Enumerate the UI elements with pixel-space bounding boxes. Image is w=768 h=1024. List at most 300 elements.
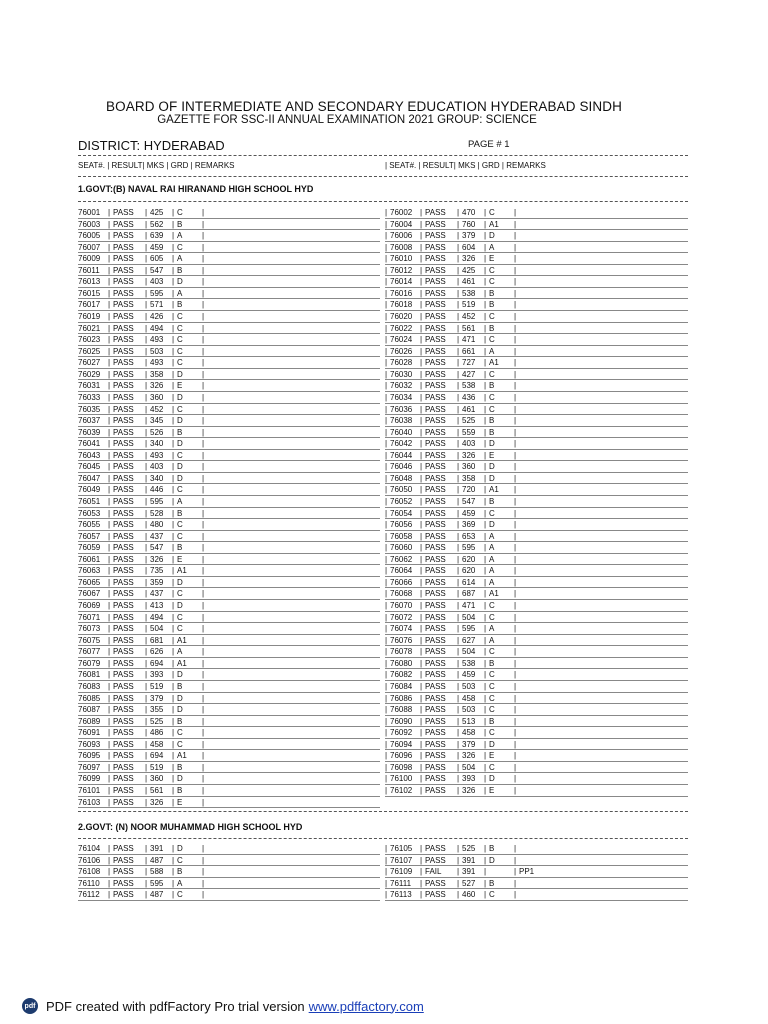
table-row: 76067 | PASS | 437 | C | [78, 588, 380, 600]
table-row: 76101 | PASS | 561 | B | [78, 785, 380, 797]
grade: B [177, 219, 183, 229]
seat-number: 76042 [390, 439, 413, 449]
seat-number: 76108 [78, 867, 101, 877]
grade: D [489, 774, 495, 784]
marks: 458 [150, 739, 164, 749]
table-row: | 76107 | PASS | 391 | D | [385, 855, 688, 867]
grade: A1 [177, 751, 187, 761]
seat-number: 76049 [78, 485, 101, 495]
table-row: | 76050 | PASS | 720 | A1 | [385, 484, 688, 496]
table-row: | 76038 | PASS | 525 | B | [385, 415, 688, 427]
column-header-right: | SEAT#. | RESULT| MKS | GRD | REMARKS [385, 161, 546, 170]
result: PASS [113, 497, 134, 506]
seat-number: 76057 [78, 531, 101, 541]
result: PASS [113, 439, 134, 449]
result: PASS [113, 485, 134, 495]
result: PASS [425, 323, 446, 333]
grade: B [177, 867, 183, 877]
table-row: 76033 | PASS | 360 | D | [78, 392, 380, 404]
result: PASS [425, 231, 446, 241]
seat-number: 76016 [390, 288, 413, 298]
seat-number: 76082 [390, 670, 413, 680]
table-row: 76027 | PASS | 493 | C | [78, 357, 380, 369]
seat-number: 76055 [78, 520, 101, 530]
table-row: | 76068 | PASS | 687 | A1 | [385, 588, 688, 600]
marks: 326 [462, 450, 476, 460]
seat-number: 76064 [390, 566, 413, 576]
grade: A1 [177, 635, 187, 645]
marks: 595 [150, 497, 164, 506]
table-row: | 76072 | PASS | 504 | C | [385, 612, 688, 624]
marks: 360 [150, 774, 164, 784]
seat-number: 76060 [390, 543, 413, 553]
marks: 561 [150, 786, 164, 795]
grade: B [177, 508, 183, 518]
table-row: | 76028 | PASS | 727 | A1 | [385, 357, 688, 369]
remarks: PP1 [519, 867, 535, 877]
result: PASS [113, 728, 134, 738]
seat-number: 76004 [390, 219, 413, 229]
result: PASS [113, 473, 134, 483]
result: PASS [425, 485, 446, 495]
seat-number: 76039 [78, 427, 101, 437]
result: PASS [113, 762, 134, 772]
grade: A [489, 543, 495, 553]
table-row: | 76074 | PASS | 595 | A | [385, 623, 688, 635]
divider [78, 176, 688, 177]
table-row: 76106 | PASS | 487 | C | [78, 855, 380, 867]
result: PASS [113, 751, 134, 761]
table-row: | 76088 | PASS | 503 | C | [385, 704, 688, 716]
grade: C [489, 601, 495, 611]
table-row: 76007 | PASS | 459 | C | [78, 242, 380, 254]
marks: 494 [150, 612, 164, 622]
marks: 493 [150, 358, 164, 368]
result: PASS [113, 554, 134, 564]
result: PASS [113, 219, 134, 229]
grade: B [489, 323, 495, 333]
result: PASS [425, 208, 446, 217]
seat-number: 76053 [78, 508, 101, 518]
result: PASS [425, 242, 446, 252]
result: PASS [113, 577, 134, 587]
table-row: 76011 | PASS | 547 | B | [78, 265, 380, 277]
seat-number: 76073 [78, 624, 101, 634]
seat-number: 76043 [78, 450, 101, 460]
marks: 437 [150, 531, 164, 541]
seat-number: 76040 [390, 427, 413, 437]
seat-number: 76018 [390, 300, 413, 310]
marks: 486 [150, 728, 164, 738]
marks: 727 [462, 358, 476, 368]
seat-number: 76103 [78, 797, 101, 807]
table-row: | 76048 | PASS | 358 | D | [385, 473, 688, 485]
result: PASS [113, 647, 134, 657]
grade: B [489, 878, 495, 888]
result: PASS [425, 439, 446, 449]
result: PASS [113, 254, 134, 264]
grade: B [489, 427, 495, 437]
result: PASS [425, 762, 446, 772]
result: PASS [425, 462, 446, 472]
seat-number: 76112 [78, 890, 100, 900]
result: PASS [425, 254, 446, 264]
table-row: 76097 | PASS | 519 | B | [78, 762, 380, 774]
table-row: | 76002 | PASS | 470 | C | [385, 207, 688, 219]
grade: B [177, 786, 183, 795]
result: PASS [113, 404, 134, 414]
marks: 525 [462, 844, 476, 853]
seat-number: 76068 [390, 589, 413, 599]
seat-number: 76054 [390, 508, 413, 518]
grade: B [177, 762, 183, 772]
seat-number: 76024 [390, 335, 413, 345]
seat-number: 76081 [78, 670, 101, 680]
grade: A [489, 635, 495, 645]
seat-number: 76106 [78, 855, 101, 865]
marks: 681 [150, 635, 164, 645]
grade: B [177, 265, 183, 275]
grade: B [177, 427, 183, 437]
marks: 471 [462, 335, 476, 345]
table-row: 76061 | PASS | 326 | E | [78, 554, 380, 566]
table-row: | 76060 | PASS | 595 | A | [385, 542, 688, 554]
seat-number: 76084 [390, 681, 413, 691]
grade: D [177, 577, 183, 587]
marks: 503 [462, 681, 476, 691]
seat-number: 76096 [390, 751, 413, 761]
table-row: | 76004 | PASS | 760 | A1 | [385, 219, 688, 231]
marks: 562 [150, 219, 164, 229]
table-row: | 76016 | PASS | 538 | B | [385, 288, 688, 300]
grade: B [489, 716, 495, 726]
seat-number: 76046 [390, 462, 413, 472]
grade: C [489, 762, 495, 772]
table-row: 76049 | PASS | 446 | C | [78, 484, 380, 496]
marks: 358 [462, 473, 476, 483]
table-row: 76051 | PASS | 595 | A | [78, 496, 380, 508]
seat-number: 76105 [390, 844, 413, 853]
table-row: | 76022 | PASS | 561 | B | [385, 323, 688, 335]
table-row: | 76032 | PASS | 538 | B | [385, 380, 688, 392]
grade: C [177, 208, 183, 217]
result: PASS [425, 635, 446, 645]
table-row: 76043 | PASS | 493 | C | [78, 450, 380, 462]
table-row: | 76084 | PASS | 503 | C | [385, 681, 688, 693]
result: PASS [113, 624, 134, 634]
marks: 326 [150, 381, 164, 391]
grade: D [177, 277, 183, 287]
seat-number: 76098 [390, 762, 413, 772]
grade: D [177, 670, 183, 680]
table-row: | 76052 | PASS | 547 | B | [385, 496, 688, 508]
marks: 687 [462, 589, 476, 599]
grade: C [177, 358, 183, 368]
marks: 620 [462, 554, 476, 564]
marks: 519 [150, 762, 164, 772]
marks: 403 [150, 462, 164, 472]
table-row: 76073 | PASS | 504 | C | [78, 623, 380, 635]
marks: 326 [150, 554, 164, 564]
result: PASS [425, 554, 446, 564]
table-row: 76112 | PASS | 487 | C | [78, 889, 380, 901]
grade: A [177, 231, 183, 241]
result: PASS [113, 208, 134, 217]
seat-number: 76089 [78, 716, 101, 726]
result: PASS [113, 797, 134, 807]
seat-number: 76052 [390, 497, 413, 506]
grade: D [177, 462, 183, 472]
table-row: | 76006 | PASS | 379 | D | [385, 230, 688, 242]
marks: 360 [150, 392, 164, 402]
seat-number: 76097 [78, 762, 101, 772]
result: PASS [425, 739, 446, 749]
grade: B [489, 416, 495, 426]
grade: A [489, 566, 495, 576]
result: PASS [425, 566, 446, 576]
grade: C [177, 728, 183, 738]
table-row: | 76100 | PASS | 393 | D | [385, 773, 688, 785]
result: PASS [425, 392, 446, 402]
marks: 493 [150, 450, 164, 460]
grade: B [489, 844, 495, 853]
grade: B [489, 658, 495, 668]
grade: C [177, 531, 183, 541]
table-row: 76085 | PASS | 379 | D | [78, 693, 380, 705]
marks: 458 [462, 728, 476, 738]
grade: A [177, 878, 183, 888]
result: PASS [425, 508, 446, 518]
seat-number: 76074 [390, 624, 413, 634]
marks: 503 [150, 346, 164, 356]
result: PASS [113, 601, 134, 611]
table-row: 76029 | PASS | 358 | D | [78, 369, 380, 381]
pdffactory-link[interactable]: www.pdffactory.com [308, 998, 424, 1014]
seat-number: 76062 [390, 554, 413, 564]
table-row: | 76098 | PASS | 504 | C | [385, 762, 688, 774]
seat-number: 76017 [78, 300, 101, 310]
seat-number: 76063 [78, 566, 101, 576]
table-row: | 76056 | PASS | 369 | D | [385, 519, 688, 531]
result: PASS [113, 878, 134, 888]
marks: 595 [150, 878, 164, 888]
table-row: | 76010 | PASS | 326 | E | [385, 253, 688, 265]
result: PASS [113, 462, 134, 472]
grade: C [177, 612, 183, 622]
grade: C [177, 890, 183, 900]
divider [78, 201, 688, 202]
page-number: PAGE # 1 [468, 139, 510, 150]
grade: A [489, 346, 495, 356]
seat-number: 76037 [78, 416, 101, 426]
grade: B [489, 288, 495, 298]
grade: D [489, 462, 495, 472]
marks: 547 [150, 265, 164, 275]
grade: C [177, 242, 183, 252]
marks: 425 [462, 265, 476, 275]
result: PASS [113, 635, 134, 645]
grade: D [489, 473, 495, 483]
marks: 494 [150, 323, 164, 333]
grade: A [489, 554, 495, 564]
seat-number: 76001 [78, 208, 101, 217]
table-row: 76003 | PASS | 562 | B | [78, 219, 380, 231]
seat-number: 76033 [78, 392, 101, 402]
grade: D [489, 231, 495, 241]
table-row: 76095 | PASS | 694 | A1 | [78, 750, 380, 762]
grade: C [489, 208, 495, 217]
table-row: | 76078 | PASS | 504 | C | [385, 646, 688, 658]
marks: 391 [150, 844, 164, 853]
table-row: | 76018 | PASS | 519 | B | [385, 299, 688, 311]
result: PASS [113, 531, 134, 541]
marks: 605 [150, 254, 164, 264]
seat-number: 76041 [78, 439, 101, 449]
result: PASS [113, 427, 134, 437]
table-row: | 76054 | PASS | 459 | C | [385, 508, 688, 520]
marks: 694 [150, 751, 164, 761]
result: PASS [425, 855, 446, 865]
marks: 561 [462, 323, 476, 333]
grade: C [177, 450, 183, 460]
seat-number: 76086 [390, 693, 413, 703]
table-row: 76079 | PASS | 694 | A1 | [78, 658, 380, 670]
grade: C [489, 890, 495, 900]
table-row: | 76062 | PASS | 620 | A | [385, 554, 688, 566]
result: PASS [113, 844, 134, 853]
result: PASS [113, 543, 134, 553]
marks: 340 [150, 473, 164, 483]
marks: 358 [150, 369, 164, 379]
result: PASS [425, 774, 446, 784]
result: PASS [425, 693, 446, 703]
district-label: DISTRICT: HYDERABAD [78, 138, 225, 153]
result: PASS [113, 681, 134, 691]
marks: 413 [150, 601, 164, 611]
table-row: 76081 | PASS | 393 | D | [78, 669, 380, 681]
marks: 559 [462, 427, 476, 437]
table-row: 76041 | PASS | 340 | D | [78, 438, 380, 450]
seat-number: 76005 [78, 231, 101, 241]
marks: 379 [462, 739, 476, 749]
grade: E [489, 751, 495, 761]
table-row: | 76042 | PASS | 403 | D | [385, 438, 688, 450]
grade: D [489, 739, 495, 749]
result: PASS [425, 751, 446, 761]
result: PASS [425, 427, 446, 437]
seat-number: 76078 [390, 647, 413, 657]
marks: 639 [150, 231, 164, 241]
seat-number: 76101 [78, 786, 101, 795]
table-row: 76053 | PASS | 528 | B | [78, 508, 380, 520]
marks: 345 [150, 416, 164, 426]
marks: 470 [462, 208, 476, 217]
marks: 571 [150, 300, 164, 310]
result: PASS [113, 786, 134, 795]
result: PASS [113, 312, 134, 322]
pdf-icon: pdf [22, 998, 38, 1014]
table-row: 76039 | PASS | 526 | B | [78, 427, 380, 439]
seat-number: 76025 [78, 346, 101, 356]
result: PASS [113, 520, 134, 530]
marks: 326 [462, 254, 476, 264]
marks: 425 [150, 208, 164, 217]
table-row: 76001 | PASS | 425 | C | [78, 207, 380, 219]
marks: 538 [462, 381, 476, 391]
marks: 360 [462, 462, 476, 472]
seat-number: 76072 [390, 612, 413, 622]
marks: 595 [462, 624, 476, 634]
seat-number: 76007 [78, 242, 101, 252]
marks: 403 [150, 277, 164, 287]
grade: C [177, 404, 183, 414]
board-title: BOARD OF INTERMEDIATE AND SECONDARY EDUCATION HYDERABAD SINDH [106, 99, 622, 114]
result: PASS [425, 716, 446, 726]
grade: E [489, 786, 495, 795]
grade: D [177, 705, 183, 715]
result: PASS [113, 346, 134, 356]
marks: 620 [462, 566, 476, 576]
seat-number: 76071 [78, 612, 101, 622]
table-row: 76057 | PASS | 437 | C | [78, 531, 380, 543]
grade: C [489, 392, 495, 402]
result: PASS [425, 705, 446, 715]
grade: D [489, 520, 495, 530]
seat-number: 76077 [78, 647, 101, 657]
marks: 626 [150, 647, 164, 657]
table-row: | 76034 | PASS | 436 | C | [385, 392, 688, 404]
result: PASS [113, 658, 134, 668]
marks: 427 [462, 369, 476, 379]
seat-number: 76067 [78, 589, 101, 599]
table-row: | 76105 | PASS | 525 | B | [385, 843, 688, 855]
table-row: | 76024 | PASS | 471 | C | [385, 334, 688, 346]
result: PASS [425, 543, 446, 553]
grade: C [489, 265, 495, 275]
result: PASS [425, 404, 446, 414]
table-row: | 76058 | PASS | 653 | A | [385, 531, 688, 543]
grade: B [177, 716, 183, 726]
grade: D [177, 473, 183, 483]
grade: C [177, 323, 183, 333]
grade: C [177, 485, 183, 495]
table-row: 76065 | PASS | 359 | D | [78, 577, 380, 589]
grade: A [177, 497, 183, 506]
result: PASS [425, 728, 446, 738]
marks: 436 [462, 392, 476, 402]
result: FAIL [425, 867, 442, 877]
marks: 538 [462, 288, 476, 298]
seat-number: 76010 [390, 254, 413, 264]
table-row: | 76109 | FAIL | 391 | | PP1 [385, 866, 688, 878]
table-row: 76103 | PASS | 326 | E | [78, 797, 380, 809]
seat-number: 76099 [78, 774, 101, 784]
result: PASS [425, 681, 446, 691]
grade: A1 [489, 485, 499, 495]
marks: 487 [150, 855, 164, 865]
table-row: 76104 | PASS | 391 | D | [78, 843, 380, 855]
result: PASS [425, 658, 446, 668]
grade: E [177, 797, 183, 807]
grade: E [177, 554, 183, 564]
table-row: 76045 | PASS | 403 | D | [78, 461, 380, 473]
table-row: | 76026 | PASS | 661 | A | [385, 346, 688, 358]
result: PASS [425, 219, 446, 229]
marks: 595 [150, 288, 164, 298]
table-row: 76110 | PASS | 595 | A | [78, 878, 380, 890]
marks: 461 [462, 404, 476, 414]
seat-number: 76088 [390, 705, 413, 715]
